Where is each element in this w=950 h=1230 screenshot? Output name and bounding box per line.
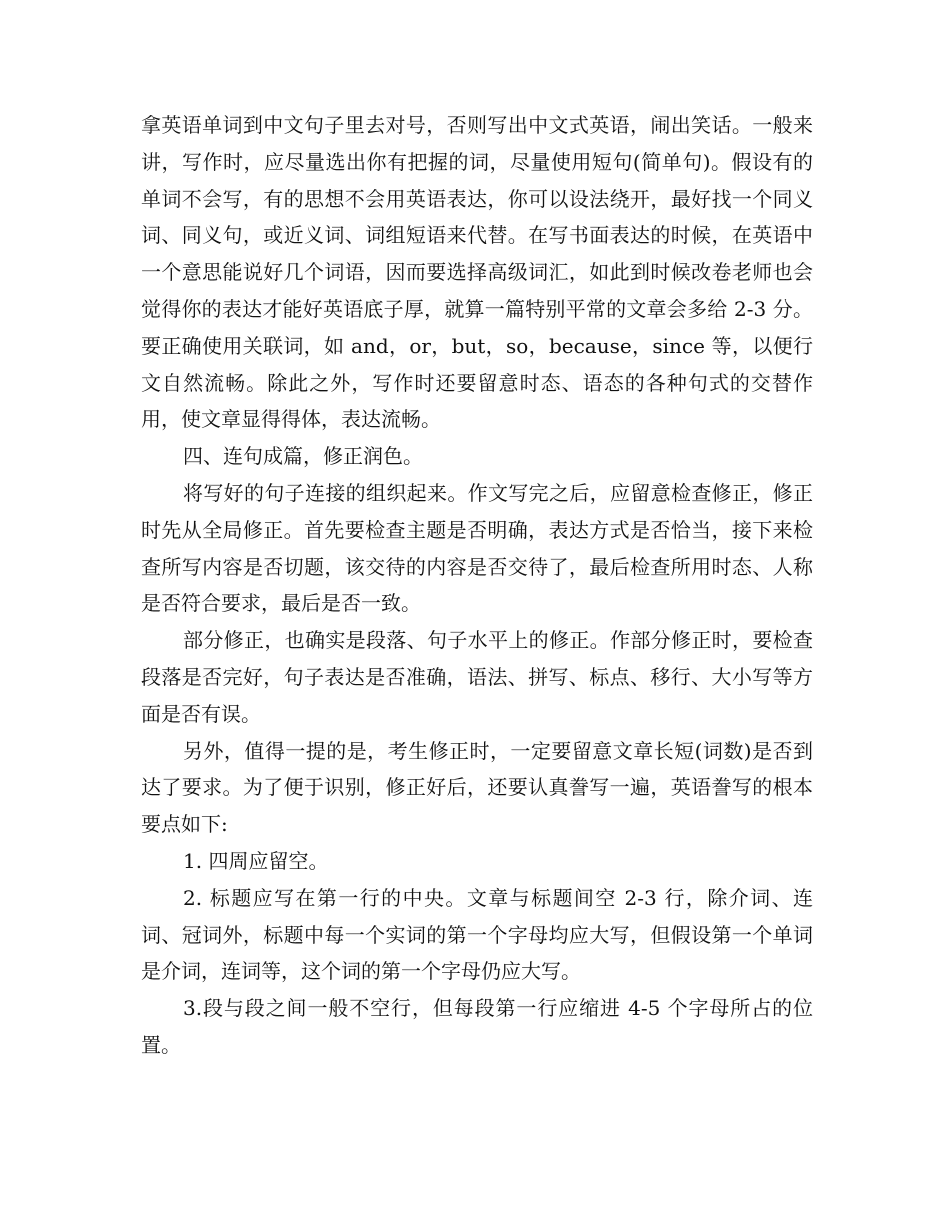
document-body bbox=[141, 107, 813, 1064]
paragraph-word-count-copying: 另外，值得一提的是，考生修正时，一定要留意文章长短(词数)是否到达了要求。为了便于识别，修正好后，还要认真誊写一遍，英语誊写的根本要点如下: bbox=[141, 738, 813, 837]
list-item-paragraph-indent: 3.段与段之间一般不空行，但每段第一行应缩进 4-5 个字母所占的位置。 bbox=[141, 996, 813, 1057]
section-heading-revise: 四、连句成篇，修正润色。 bbox=[183, 444, 423, 469]
paragraph-partial-revision: 部分修正，也确实是段落、句子水平上的修正。作部分修正时，要检查段落是否完好，句子表达是否准确，语法、拼写、标点、移行、大小写等方面是否有误。 bbox=[141, 628, 813, 726]
paragraph-continued-writing-tips: 拿英语单词到中文句子里去对号，否则写出中文式英语，闹出笑话。一般来讲，写作时，应尽量选出你有把握的词，尽量使用短句(简单句)。假设有的单词不会写，有的思想不会用英语表达，你可以设法绕开，最好找一个同义词、同义句，或近义词、词组短语来代替。在写书面表达的时候，在英语中一个意思能说好几个词语，因而要选择高级词汇，如此到时候改卷老师也会觉得你的表达才能好英语底子厚，就算一篇特别平常的文章会多给 2-3 分。要正确使用关联词，如 and，or，but，so，because，since 等，以便行文自然流畅。除此之外，写作时还要留意时态、语态的各种句式的交替作用，使文章显得得体，表达流畅。 bbox=[141, 113, 813, 432]
list-item-title-placement: 2. 标题应写在第一行的中央。文章与标题间空 2-3 行，除介词、连词、冠词外，标题中每一个实词的第一个字母均应大写，但假设第一个单词是介词，连词等，这个词的第一个字母仍应大写。 bbox=[141, 885, 813, 984]
paragraph-global-revision: 将写好的句子连接的组织起来。作文写完之后，应留意检查修正，修正时先从全局修正。首先要检查主题是否明确，表达方式是否恰当，接下来检查所写内容是否切题，该交待的内容是否交待了，最后检查所用时态、人称是否符合要求，最后是否一致。 bbox=[141, 480, 813, 616]
list-item-margins: 1. 四周应留空。 bbox=[183, 848, 329, 873]
